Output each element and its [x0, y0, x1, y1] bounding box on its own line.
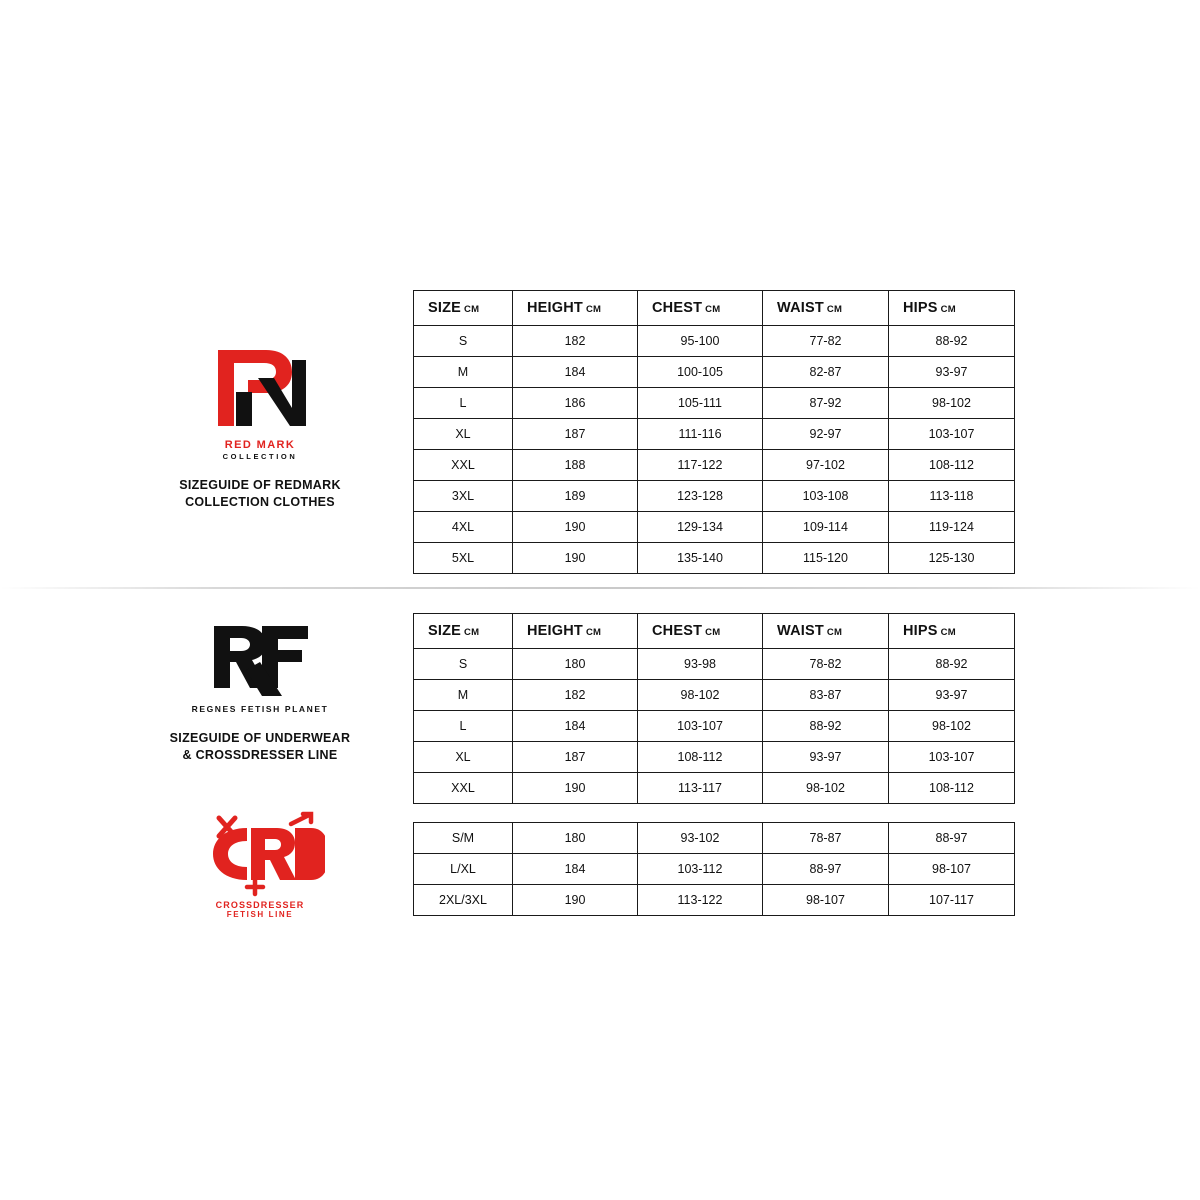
cell-hips: 93-97	[889, 357, 1015, 388]
table-row	[414, 543, 1015, 574]
cell-height: 190	[513, 885, 638, 916]
crd-brand-block	[110, 810, 410, 919]
cell-size: XL	[414, 742, 513, 773]
redmark-caption-line1: SIZEGUIDE OF REDMARK	[179, 478, 341, 492]
cell-chest: 117-122	[638, 450, 763, 481]
redmark-caption-line2: COLLECTION CLOTHES	[185, 494, 335, 509]
column-header-size: SIZE CM	[414, 614, 513, 649]
cell-size: M	[414, 680, 513, 711]
table-header-row	[414, 614, 1015, 649]
column-header-hips: HIPS CM	[889, 291, 1015, 326]
cell-chest: 105-111	[638, 388, 763, 419]
cell-waist: 83-87	[763, 680, 889, 711]
redmark-wordmark: RED MARK	[224, 439, 296, 451]
cell-waist: 92-97	[763, 419, 889, 450]
cell-size: S	[414, 649, 513, 680]
cell-chest: 98-102	[638, 680, 763, 711]
cell-hips: 119-124	[889, 512, 1015, 543]
cell-waist: 98-102	[763, 773, 889, 804]
cell-chest: 113-122	[638, 885, 763, 916]
column-header-waist: WAIST CM	[763, 291, 889, 326]
cell-chest: 135-140	[638, 543, 763, 574]
cell-waist: 87-92	[763, 388, 889, 419]
cell-hips: 113-118	[889, 481, 1015, 512]
table-row	[414, 326, 1015, 357]
cell-height: 187	[513, 742, 638, 773]
cell-height: 180	[513, 649, 638, 680]
rfp-logo-icon	[200, 618, 320, 696]
cell-size: XL	[414, 419, 513, 450]
cell-height: 190	[513, 543, 638, 574]
cell-size: S/M	[414, 823, 513, 854]
column-header-chest: CHEST CM	[638, 614, 763, 649]
redmark-logo-icon	[200, 340, 320, 435]
cell-chest: 95-100	[638, 326, 763, 357]
cell-chest: 93-98	[638, 649, 763, 680]
crd-wordmark: CROSSDRESSER	[215, 900, 305, 910]
cell-hips: 93-97	[889, 680, 1015, 711]
table-row	[414, 680, 1015, 711]
cell-waist: 78-82	[763, 649, 889, 680]
cell-size: XXL	[414, 773, 513, 804]
table-header-row	[414, 291, 1015, 326]
cell-size: L	[414, 388, 513, 419]
cell-chest: 100-105	[638, 357, 763, 388]
redmark-sub-wordmark: COLLECTION	[222, 452, 298, 461]
cell-hips: 98-102	[889, 388, 1015, 419]
cell-size: 3XL	[414, 481, 513, 512]
cell-waist: 88-92	[763, 711, 889, 742]
table-row	[414, 419, 1015, 450]
table-row	[414, 823, 1015, 854]
table-row	[414, 357, 1015, 388]
cell-waist: 98-107	[763, 885, 889, 916]
cell-chest: 93-102	[638, 823, 763, 854]
section-divider	[0, 587, 1200, 589]
cell-chest: 103-107	[638, 711, 763, 742]
table-row	[414, 854, 1015, 885]
cell-height: 190	[513, 773, 638, 804]
cell-size: XXL	[414, 450, 513, 481]
cell-hips: 98-107	[889, 854, 1015, 885]
column-header-size: SIZE CM	[414, 291, 513, 326]
cell-waist: 77-82	[763, 326, 889, 357]
crd-logo-icon	[195, 810, 325, 898]
cell-hips: 125-130	[889, 543, 1015, 574]
cell-chest: 108-112	[638, 742, 763, 773]
rfp-caption-line1: SIZEGUIDE OF UNDERWEAR	[169, 731, 351, 745]
cell-height: 184	[513, 711, 638, 742]
rfp-caption-line2: & CROSSDRESSER LINE	[182, 747, 338, 762]
cell-hips: 103-107	[889, 742, 1015, 773]
cell-waist: 115-120	[763, 543, 889, 574]
cell-height: 189	[513, 481, 638, 512]
column-header-chest: CHEST CM	[638, 291, 763, 326]
cell-chest: 123-128	[638, 481, 763, 512]
cell-chest: 129-134	[638, 512, 763, 543]
cell-size: 5XL	[414, 543, 513, 574]
cell-hips: 88-97	[889, 823, 1015, 854]
underwear-size-table	[413, 613, 1015, 804]
table-row	[414, 481, 1015, 512]
cell-height: 182	[513, 326, 638, 357]
cell-chest: 103-112	[638, 854, 763, 885]
table-row	[414, 649, 1015, 680]
table-row	[414, 711, 1015, 742]
cell-hips: 88-92	[889, 326, 1015, 357]
table-row	[414, 388, 1015, 419]
table-row	[414, 450, 1015, 481]
cell-size: S	[414, 326, 513, 357]
cell-height: 184	[513, 854, 638, 885]
cell-height: 187	[513, 419, 638, 450]
redmark-size-table	[413, 290, 1015, 574]
cell-height: 184	[513, 357, 638, 388]
cell-height: 180	[513, 823, 638, 854]
table-row	[414, 742, 1015, 773]
cell-chest: 111-116	[638, 419, 763, 450]
cell-height: 182	[513, 680, 638, 711]
cell-height: 186	[513, 388, 638, 419]
column-header-height: HEIGHT CM	[513, 291, 638, 326]
cell-waist: 88-97	[763, 854, 889, 885]
cell-waist: 109-114	[763, 512, 889, 543]
table-row	[414, 512, 1015, 543]
column-header-hips: HIPS CM	[889, 614, 1015, 649]
column-header-height: HEIGHT CM	[513, 614, 638, 649]
rfp-caption	[110, 730, 410, 764]
crd-sub-wordmark: FETISH LINE	[226, 910, 294, 919]
cell-hips: 108-112	[889, 773, 1015, 804]
cell-hips: 107-117	[889, 885, 1015, 916]
column-header-waist: WAIST CM	[763, 614, 889, 649]
cell-hips: 98-102	[889, 711, 1015, 742]
redmark-caption	[110, 477, 410, 511]
cell-size: 2XL/3XL	[414, 885, 513, 916]
cell-waist: 93-97	[763, 742, 889, 773]
table-row	[414, 885, 1015, 916]
cell-size: 4XL	[414, 512, 513, 543]
cell-waist: 103-108	[763, 481, 889, 512]
cell-size: M	[414, 357, 513, 388]
rfp-brand-block	[110, 618, 410, 764]
cell-size: L	[414, 711, 513, 742]
cell-hips: 108-112	[889, 450, 1015, 481]
rfp-wordmark: REGNES FETISH PLANET	[191, 704, 329, 714]
cell-waist: 78-87	[763, 823, 889, 854]
cell-height: 188	[513, 450, 638, 481]
cell-size: L/XL	[414, 854, 513, 885]
cell-hips: 103-107	[889, 419, 1015, 450]
cell-hips: 88-92	[889, 649, 1015, 680]
crossdresser-size-table	[413, 822, 1015, 916]
cell-waist: 82-87	[763, 357, 889, 388]
redmark-brand-block	[110, 340, 410, 511]
cell-waist: 97-102	[763, 450, 889, 481]
table-row	[414, 773, 1015, 804]
cell-height: 190	[513, 512, 638, 543]
cell-chest: 113-117	[638, 773, 763, 804]
